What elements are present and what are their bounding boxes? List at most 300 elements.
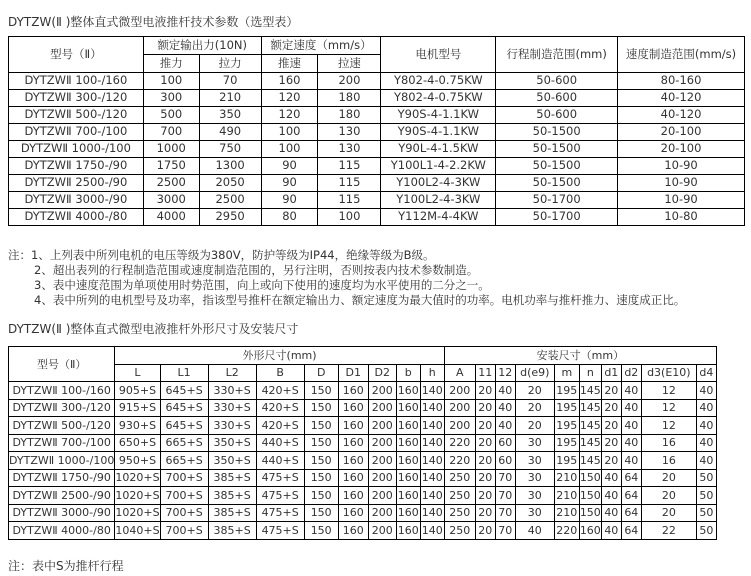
table-cell: 930+S (115, 417, 160, 435)
table-cell: 100 (318, 209, 381, 226)
note-line: 2、超出表列的行程制造范围或速度制造范围的，另行注明，否则按表内技术参数制造。 (34, 263, 479, 277)
table-cell: 20 (475, 452, 495, 470)
table-cell: 40 (696, 434, 716, 452)
header-install-dimensions: 安装尺寸（mm） (444, 347, 716, 365)
table-cell: 220 (554, 522, 579, 540)
table-cell: 385+S (208, 522, 256, 540)
table-cell: 20 (475, 399, 495, 417)
table-cell: 665+S (160, 452, 208, 470)
table-row (9, 469, 717, 487)
dimension-table-title: DYTZW(Ⅱ )整体直式微型电液推杆外形尺寸及安装尺寸 (8, 322, 299, 336)
header-stroke-range: 行程制造范围(mm) (496, 37, 618, 73)
header-push-speed: 推速 (261, 55, 318, 73)
table-cell: 420+S (256, 382, 304, 400)
table-cell: 150 (304, 487, 338, 505)
table-cell: 160 (396, 487, 420, 505)
table-cell: 250 (444, 522, 475, 540)
header-speed-range: 速度制造范围(mm/s) (618, 37, 745, 73)
table-cell: 64 (621, 504, 641, 522)
table-cell: 90 (261, 175, 318, 192)
table-cell: 50-600 (496, 90, 618, 107)
table-cell: 160 (396, 399, 420, 417)
table-cell: 120 (261, 90, 318, 107)
table-cell: 70 (495, 469, 515, 487)
table-cell: 905+S (115, 382, 160, 400)
table-cell: 140 (420, 522, 444, 540)
table-cell: 350+S (208, 434, 256, 452)
model-cell: DYTZWⅡ 300-/120 (9, 90, 144, 107)
table-cell: 145 (579, 417, 601, 435)
table-cell: 140 (420, 434, 444, 452)
header-pull-speed: 拉速 (318, 55, 381, 73)
table-cell: 20 (475, 522, 495, 540)
table-cell: 20 (475, 382, 495, 400)
table-cell: 420+S (256, 417, 304, 435)
table-cell: 145 (579, 452, 601, 470)
table-cell: 50 (696, 522, 716, 540)
table-cell: 20 (475, 487, 495, 505)
table-cell: 40 (696, 417, 716, 435)
table-cell: 150 (304, 469, 338, 487)
table-cell: 130 (318, 124, 381, 141)
model-cell: DYTZWⅡ 100-/160 (9, 73, 144, 90)
table-cell: 350 (199, 107, 261, 124)
table-cell: 645+S (160, 417, 208, 435)
table-cell: 195 (554, 382, 579, 400)
table-cell: 700+S (160, 487, 208, 505)
table-cell: 60 (495, 452, 515, 470)
model-cell: DYTZWⅡ 3000-/90 (9, 192, 144, 209)
table-cell: 330+S (208, 382, 256, 400)
column-header: D1 (338, 364, 368, 382)
table-cell: 200 (318, 73, 381, 90)
model-cell: DYTZWⅡ 2500-/90 (9, 175, 144, 192)
column-header: 12 (495, 364, 515, 382)
note-line: 注：1、上列表中所列电机的电压等级为380V，防护等级为IP44，绝缘等级为B级。 (8, 248, 435, 262)
table-cell: Y100L2-4-3KW (381, 175, 496, 192)
table-cell: 645+S (160, 399, 208, 417)
table-cell: 20 (475, 434, 495, 452)
table-cell: 210 (554, 487, 579, 505)
table-row (9, 504, 717, 522)
table-cell: 20 (601, 452, 621, 470)
table-cell: 1750 (143, 158, 199, 175)
table-cell: 385+S (208, 504, 256, 522)
table-cell: 3000 (143, 192, 199, 209)
table-cell: 70 (495, 504, 515, 522)
table-cell: 160 (396, 522, 420, 540)
table-cell: 50-1700 (496, 209, 618, 226)
column-header: D2 (368, 364, 396, 382)
table-row (9, 124, 745, 141)
table-cell: 40 (515, 522, 554, 540)
model-cell: DYTZWⅡ 700-/100 (9, 124, 144, 141)
table-cell: 10-90 (618, 175, 745, 192)
table-cell: 30 (515, 504, 554, 522)
header-pull: 拉力 (199, 55, 261, 73)
table-cell: 64 (621, 487, 641, 505)
table-cell: 20 (515, 399, 554, 417)
table-cell: 440+S (256, 434, 304, 452)
table-row (9, 209, 745, 226)
table-cell: 750 (199, 141, 261, 158)
table-row (9, 90, 745, 107)
table-cell: 150 (304, 399, 338, 417)
column-header: n (579, 364, 601, 382)
table-cell: 1300 (199, 158, 261, 175)
table-cell: Y90S-4-1.1KW (381, 107, 496, 124)
header-push: 推力 (143, 55, 199, 73)
table-cell: 160 (338, 417, 368, 435)
model-cell: DYTZWⅡ 500-/120 (9, 417, 115, 435)
table-row (9, 487, 717, 505)
table-cell: 2500 (143, 175, 199, 192)
table-cell: 40 (495, 417, 515, 435)
header-rated-force: 额定输出力(10N) (143, 37, 261, 55)
table-cell: 20-100 (618, 124, 745, 141)
table-row (9, 434, 717, 452)
table-cell: 160 (396, 434, 420, 452)
table-cell: 210 (554, 469, 579, 487)
spec-table (8, 36, 745, 226)
table-cell: 40 (696, 452, 716, 470)
table-cell: 30 (515, 487, 554, 505)
table-cell: 200 (368, 469, 396, 487)
table-cell: 1000 (143, 141, 199, 158)
table-cell: 140 (420, 469, 444, 487)
table-cell: 200 (368, 399, 396, 417)
table-cell: 160 (338, 434, 368, 452)
table-cell: 120 (261, 107, 318, 124)
table-cell: 100 (143, 73, 199, 90)
table-cell: 50-600 (496, 107, 618, 124)
table-cell: 20 (601, 399, 621, 417)
column-header: L2 (208, 364, 256, 382)
table-cell: 145 (579, 399, 601, 417)
table-row (9, 417, 717, 435)
table-cell: 200 (368, 522, 396, 540)
table-cell: 140 (420, 452, 444, 470)
table-cell: 150 (304, 504, 338, 522)
table-cell: Y100L2-4-3KW (381, 192, 496, 209)
table-cell: 385+S (208, 487, 256, 505)
table-cell: 180 (318, 107, 381, 124)
table-cell: 650+S (115, 434, 160, 452)
table-cell: Y90S-4-1.1KW (381, 124, 496, 141)
table-cell: 250 (444, 504, 475, 522)
model-cell: DYTZWⅡ 300-/120 (9, 399, 115, 417)
table-cell: 40 (621, 417, 641, 435)
table-cell: 200 (368, 434, 396, 452)
table-cell: 1020+S (115, 504, 160, 522)
table-cell: 300 (143, 90, 199, 107)
table-cell: 40 (601, 469, 621, 487)
note-line: 4、表中所列的电机型号及功率，指该型号推杆在额定输出力、额定速度为最大值时的功率。电机功率与推杆推力、速度成正比。 (34, 293, 686, 307)
table-row (9, 107, 745, 124)
column-header: L (115, 364, 160, 382)
table-cell: 150 (304, 452, 338, 470)
table-cell: 645+S (160, 382, 208, 400)
table-cell: 160 (579, 522, 601, 540)
table-cell: 200 (444, 417, 475, 435)
table-cell: 30 (515, 469, 554, 487)
table-cell: 115 (318, 158, 381, 175)
table-cell: 950+S (115, 452, 160, 470)
table-cell: 40 (495, 382, 515, 400)
table-cell: 160 (338, 452, 368, 470)
table-cell: 150 (579, 469, 601, 487)
table-cell: 200 (444, 382, 475, 400)
table-cell: Y802-4-0.75KW (381, 90, 496, 107)
table-cell: 160 (396, 469, 420, 487)
table-cell: 160 (338, 399, 368, 417)
model-cell: DYTZWⅡ 700-/100 (9, 434, 115, 452)
table-cell: 210 (554, 504, 579, 522)
table-cell: 50 (696, 504, 716, 522)
table-cell: 115 (318, 192, 381, 209)
table-cell: 195 (554, 399, 579, 417)
table-cell: 20 (601, 417, 621, 435)
table-cell: 40 (495, 399, 515, 417)
header-model: 型号（Ⅱ） (9, 347, 115, 382)
table-cell: 145 (579, 382, 601, 400)
table-cell: 20 (475, 504, 495, 522)
table-cell: 475+S (256, 487, 304, 505)
table-cell: 22 (641, 522, 696, 540)
table-cell: 40 (621, 452, 641, 470)
table-cell: 330+S (208, 417, 256, 435)
table-cell: 50-600 (496, 73, 618, 90)
table-cell: 490 (199, 124, 261, 141)
table-cell: 2950 (199, 209, 261, 226)
column-header: D (304, 364, 338, 382)
table-cell: 160 (261, 73, 318, 90)
table-cell: Y100L1-4-2.2KW (381, 158, 496, 175)
column-header: d2 (621, 364, 641, 382)
table-cell: 220 (444, 452, 475, 470)
table-cell: 475+S (256, 469, 304, 487)
table-cell: 12 (641, 417, 696, 435)
table-cell: 160 (396, 452, 420, 470)
table-cell: 220 (444, 434, 475, 452)
notes (8, 248, 685, 308)
table-row (9, 175, 745, 192)
footer-note: 注：表中S为推杆行程 (8, 559, 124, 573)
table-cell: 20 (641, 469, 696, 487)
table-cell: 70 (495, 487, 515, 505)
table-cell: 1020+S (115, 487, 160, 505)
table-cell: 10-90 (618, 192, 745, 209)
table-cell: 90 (261, 192, 318, 209)
table-cell: 150 (579, 487, 601, 505)
table-cell: 420+S (256, 399, 304, 417)
table-cell: 30 (515, 452, 554, 470)
table-cell: 700 (143, 124, 199, 141)
table-cell: 1020+S (115, 469, 160, 487)
column-header: 11 (475, 364, 495, 382)
table-cell: 100 (261, 141, 318, 158)
column-header: A (444, 364, 475, 382)
table-cell: 140 (420, 487, 444, 505)
table-cell: 330+S (208, 399, 256, 417)
table-cell: 20 (515, 382, 554, 400)
table-cell: 20 (641, 487, 696, 505)
table-cell: 160 (338, 382, 368, 400)
table-cell: 16 (641, 434, 696, 452)
model-cell: DYTZWⅡ 1750-/90 (9, 469, 115, 487)
table-row (9, 141, 745, 158)
table-cell: 12 (641, 382, 696, 400)
table-cell: 20 (515, 417, 554, 435)
table-cell: 40 (621, 434, 641, 452)
table-cell: 40 (621, 399, 641, 417)
column-header: B (256, 364, 304, 382)
table-row (9, 452, 717, 470)
table-cell: 145 (579, 434, 601, 452)
table-cell: 140 (420, 504, 444, 522)
note-line: 3、表中速度范围为单项使用时势范围，向上或向下使用的速度均为水平使用的二分之一。 (34, 278, 490, 292)
table-row (9, 399, 717, 417)
table-cell: 500 (143, 107, 199, 124)
table-cell: 160 (396, 382, 420, 400)
table-cell: 210 (199, 90, 261, 107)
table-cell: 50-1500 (496, 175, 618, 192)
table-cell: 40-120 (618, 107, 745, 124)
table-cell: 385+S (208, 469, 256, 487)
table-cell: 30 (515, 434, 554, 452)
column-header: d3(E10) (641, 364, 696, 382)
table-cell: 200 (368, 487, 396, 505)
table-cell: 160 (338, 487, 368, 505)
table-row (9, 522, 717, 540)
table-cell: 64 (621, 522, 641, 540)
table-cell: 195 (554, 434, 579, 452)
table-cell: 195 (554, 417, 579, 435)
table-cell: 130 (318, 141, 381, 158)
table-cell: 440+S (256, 452, 304, 470)
table-cell: 70 (199, 73, 261, 90)
table-cell: 140 (420, 382, 444, 400)
table-cell: 20 (641, 504, 696, 522)
table-cell: 115 (318, 175, 381, 192)
table-cell: 150 (579, 504, 601, 522)
table-cell: 350+S (208, 452, 256, 470)
column-header: h (420, 364, 444, 382)
table-cell: 20-100 (618, 141, 745, 158)
table-cell: Y112M-4-4KW (381, 209, 496, 226)
table-row (9, 73, 745, 90)
table-cell: 64 (621, 469, 641, 487)
table-cell: 60 (495, 434, 515, 452)
table-cell: 50 (696, 469, 716, 487)
table-cell: 200 (444, 399, 475, 417)
table-cell: 100 (261, 124, 318, 141)
table-cell: 140 (420, 399, 444, 417)
table-row (9, 158, 745, 175)
model-cell: DYTZWⅡ 4000-/80 (9, 209, 144, 226)
table-cell: 665+S (160, 434, 208, 452)
table-cell: 16 (641, 452, 696, 470)
header-motor: 电机型号 (381, 37, 496, 73)
table-cell: 40 (621, 382, 641, 400)
spec-table-title: DYTZW(Ⅱ )整体直式微型电液推杆技术参数（选型表） (8, 15, 299, 29)
table-cell: 915+S (115, 399, 160, 417)
table-cell: 20 (601, 382, 621, 400)
table-cell: 20 (475, 417, 495, 435)
table-cell: 40 (601, 504, 621, 522)
table-cell: Y90L-4-1.5KW (381, 141, 496, 158)
table-cell: 250 (444, 487, 475, 505)
header-rated-speed: 额定速度（mm/s） (261, 37, 381, 55)
table-cell: 10-80 (618, 209, 745, 226)
table-cell: 150 (304, 522, 338, 540)
table-cell: 150 (304, 382, 338, 400)
table-row (9, 192, 745, 209)
table-cell: 20 (601, 434, 621, 452)
model-cell: DYTZWⅡ 1750-/90 (9, 158, 144, 175)
table-cell: 1040+S (115, 522, 160, 540)
table-cell: 20 (475, 469, 495, 487)
column-header: b (396, 364, 420, 382)
table-cell: 50-1700 (496, 192, 618, 209)
model-cell: DYTZWⅡ 1000-/100 (9, 452, 115, 470)
column-header: L1 (160, 364, 208, 382)
table-cell: 195 (554, 452, 579, 470)
table-cell: 40 (601, 522, 621, 540)
table-cell: 160 (338, 504, 368, 522)
table-cell: 475+S (256, 504, 304, 522)
table-cell: 4000 (143, 209, 199, 226)
table-cell: 50-1500 (496, 124, 618, 141)
model-cell: DYTZWⅡ 2500-/90 (9, 487, 115, 505)
table-cell: 40 (696, 382, 716, 400)
table-cell: 200 (368, 382, 396, 400)
table-cell: 2050 (199, 175, 261, 192)
model-cell: DYTZWⅡ 1000-/100 (9, 141, 144, 158)
table-cell: 2500 (199, 192, 261, 209)
table-cell: 250 (444, 469, 475, 487)
model-cell: DYTZWⅡ 100-/160 (9, 382, 115, 400)
table-cell: 160 (338, 522, 368, 540)
table-cell: 140 (420, 417, 444, 435)
table-cell: 150 (304, 434, 338, 452)
table-cell: 160 (396, 417, 420, 435)
table-cell: 160 (396, 504, 420, 522)
table-cell: 70 (495, 522, 515, 540)
table-cell: 200 (368, 417, 396, 435)
column-header: m (554, 364, 579, 382)
model-cell: DYTZWⅡ 3000-/90 (9, 504, 115, 522)
table-cell: 12 (641, 399, 696, 417)
table-row (9, 382, 717, 400)
header-model: 型号（Ⅱ） (9, 37, 144, 73)
table-cell: 180 (318, 90, 381, 107)
table-cell: 150 (304, 417, 338, 435)
table-cell: 50-1500 (496, 141, 618, 158)
dimension-table (8, 346, 717, 540)
column-header: d(e9) (515, 364, 554, 382)
table-cell: 90 (261, 158, 318, 175)
table-cell: 700+S (160, 504, 208, 522)
table-cell: 700+S (160, 469, 208, 487)
table-cell: 40 (696, 399, 716, 417)
column-header: d4 (696, 364, 716, 382)
header-outline-dimensions: 外形尺寸(mm) (115, 347, 444, 365)
table-cell: 40-120 (618, 90, 745, 107)
table-cell: 10-90 (618, 158, 745, 175)
table-cell: Y802-4-0.75KW (381, 73, 496, 90)
model-cell: DYTZWⅡ 4000-/80 (9, 522, 115, 540)
